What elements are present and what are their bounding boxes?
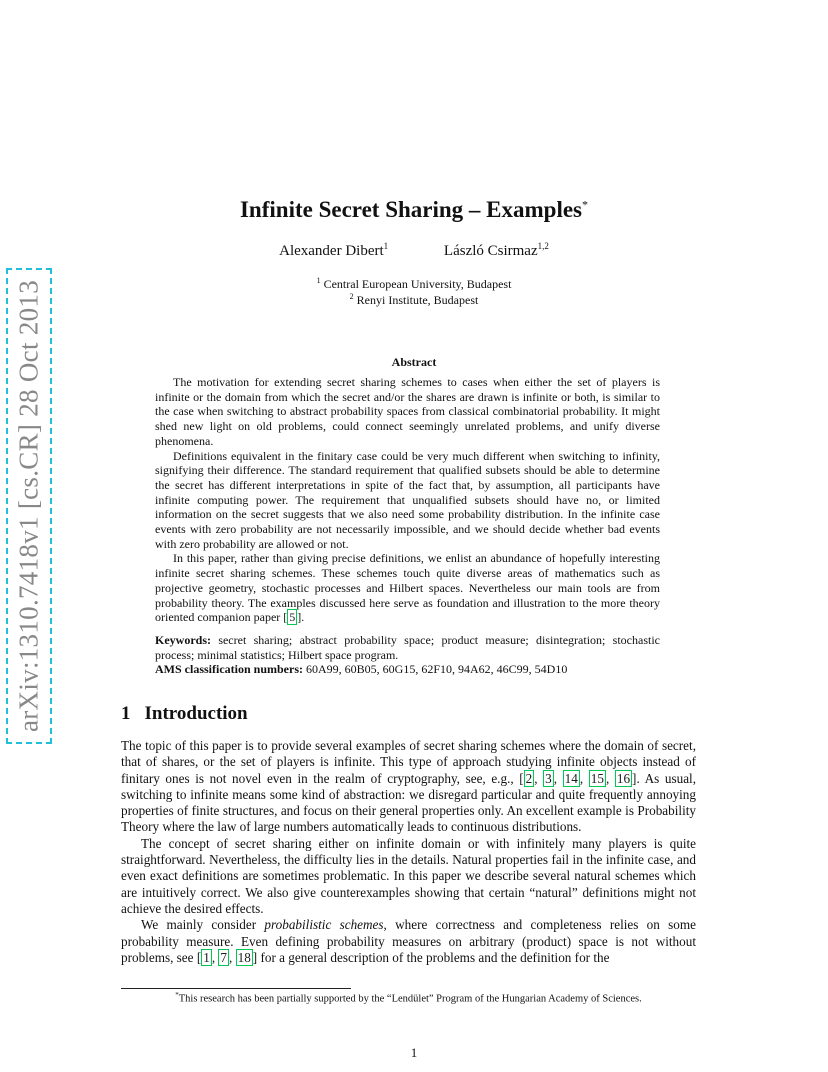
footnote-rule [121,988,351,989]
arxiv-identifier: arXiv:1310.7418v1 [cs.CR] 28 Oct 2013 [13,279,44,733]
abstract-body [155,375,660,625]
emphasis: probabilistic schemes [264,917,384,933]
abstract-paragraph: The motivation for extending secret sharing schemes to cases when either the set of players is infinite or the domain from which the secret and/or the shares are drawn is infinite or both, is similar to the case when switching to abstract probability spaces from classical combinatorial probability. It might shed new light on old problems, could connect seemingly unrelated problems, and unify diverse phenomena. [155,375,660,448]
abstract-heading: Abstract [391,355,437,369]
author-list [0,241,828,260]
citation-group: [ 1 , 7 , 18 ] [196,949,258,965]
arxiv-stamp [6,268,52,744]
author-affiliation-mark: 1 [383,241,389,251]
intro-text: , where correctness and completeness relies on some probability measure. Even defining probability measures on arbitrary (product) space is not without problems, see [121,917,696,965]
footnote-text: This research has been partially supported by the “Lendület” Program of the Hungarian Academy of Sciences. [178,993,642,1005]
section-number: 1 [121,703,131,724]
affiliation-text: Renyi Institute, Budapest [356,293,479,307]
footnote [121,991,696,1005]
intro-text: . As usual, switching to infinite means some kind of abstraction: we disregard particular and quite frequently annoying properties of finite structures, and focus on their general properties only. An excellent example is Probability Theory where the law of large numbers automatically leads to continuous distributions. [121,770,697,835]
keywords-line [155,633,660,662]
author [444,243,549,259]
intro-paragraph [121,738,696,836]
abstract-paragraph: Definitions equivalent in the finitary case could be very much different when switching to infinity, signifying their difference. The standard requirement that qualified subsets should be able to determine the secret has different interpretations in spite of the fact that, by assumption, all participants have infinite computing power. The requirement that unqualified subsets should have no, or limited information on the secret suggests that we also need some probability distribution. In the infinite case events with zero probability are not necessarily impossible, and we should decide whether bad events with zero probability are allowed or not. [155,448,660,551]
keywords-label: Keywords: [155,633,211,647]
title-footnote-mark: * [582,197,589,212]
citation-group: [ 2 , 3 , 14 , 15 , 16 ] [519,770,637,786]
footnote-mark: * [175,991,179,999]
citation-link[interactable]: 16 [616,770,631,786]
section-heading [121,703,248,725]
abstract-text: In this paper, rather than giving precise definitions, we enlist an abundance of hopefully interesting infinite secret sharing schemes. These schemes touch quite diverse areas of mathematics such as projective geometry, stochastic processes and Hilbert spaces. Nevertheless our main tools are from probability theory. The examples discussed here serve as foundation and illustration to the more theory oriented companion paper [155,551,660,625]
author-name: László Csirmaz [443,243,538,259]
abstract-text-end: . [301,610,305,625]
ams-label: AMS classification numbers: [155,662,303,677]
citation-link[interactable]: 14 [564,770,578,786]
citation-link[interactable]: 18 [237,949,251,965]
citation-link[interactable]: 2 [525,770,533,786]
citation-link[interactable]: 3 [545,770,552,786]
ams-line [155,662,660,677]
citation-number: 5 [289,610,296,625]
keywords-block [155,633,660,677]
affiliation-mark: 2 [349,292,354,301]
intro-text: The topic of this paper is to provide several examples of secret sharing schemes where the domain of secret, that of shares, or the set of players is infinite. This type of approach studying infinite objects instead of finitary ones is not novel even in the realm of cryptography, see, e.g., [121,738,696,786]
citation-link[interactable]: [ 5 ] [283,610,302,625]
paper-title [0,197,828,223]
affiliation-text: Central European University, Budapest [323,277,512,291]
abstract-paragraph [155,551,660,625]
citation-link[interactable]: 1 [203,949,210,965]
citation-link[interactable]: 15 [590,770,604,786]
author [279,243,388,259]
page-number: 1 [410,1045,418,1060]
intro-text: for a general description of the problems and the definition for the [257,949,610,965]
intro-paragraph [121,917,696,966]
affiliation [0,292,828,308]
introduction-body [121,738,696,966]
affiliation-mark: 1 [316,276,321,285]
intro-paragraph: The concept of secret sharing either on infinite domain or with infinitely many players is quite straightforward. Nevertheless, the difficulty lies in the details. Natural properties fail in the infinite case, and even exact definitions are sometimes problematic. In this paper we describe several natural schemes which are intuitively correct. We also give counterexamples showing that certain “natural” definitions might not achieve the desired effects. [121,835,696,916]
affiliation [0,276,828,292]
ams-codes: 60A99, 60B05, 60G15, 62F10, 94A62, 46C99, 54D10 [306,662,568,677]
citation-link[interactable]: 7 [220,949,227,965]
author-name: Alexander Dibert [279,243,384,259]
intro-text: We mainly consider [141,917,265,933]
section-title: Introduction [144,703,248,724]
author-affiliation-mark: 1,2 [537,241,549,251]
title-text: Infinite Secret Sharing – Examples [239,197,583,222]
keywords-text: secret sharing; abstract probability space; product measure; disintegration; stochastic process; minimal statistics; Hilbert space program. [155,633,661,662]
